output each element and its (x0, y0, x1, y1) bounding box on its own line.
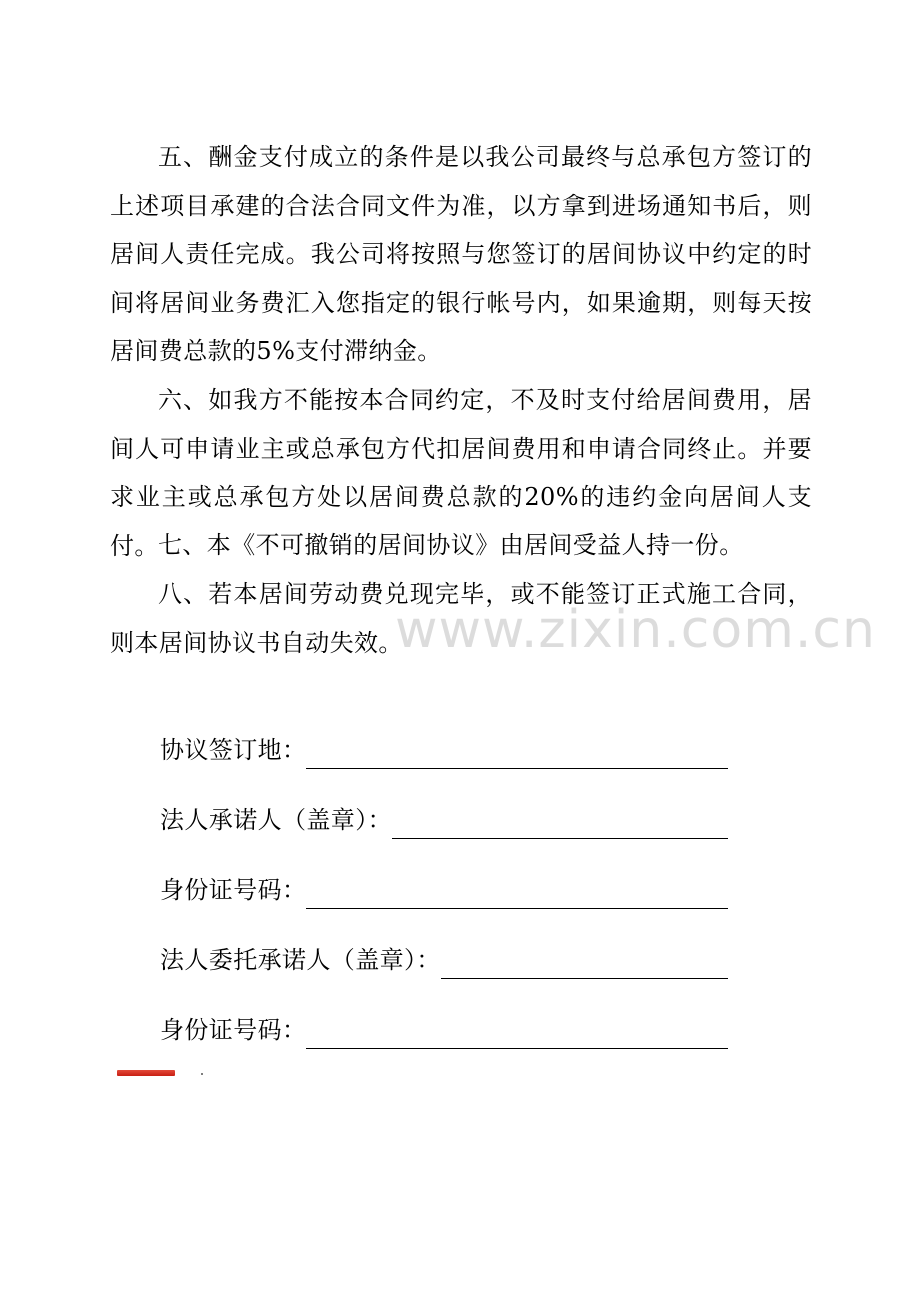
id-number-label-1: 身份证号码： (160, 876, 307, 904)
id-number-blank-line-2 (306, 1047, 728, 1049)
entrusted-person-row (160, 939, 728, 979)
signing-place-blank-line (306, 767, 728, 769)
id-number-row-1 (160, 869, 728, 909)
legal-person-row (160, 799, 728, 839)
clause-6-paragraph: 六、如我方不能按本合同约定，不及时支付给居间费用，居间人可申请业主或总承包方代扣居间费用和申请合同终止。并要求业主或总承包方处以居间费总款的20%的违约金向居间人支付。 (110, 386, 812, 560)
entrusted-person-blank-line (441, 977, 728, 979)
signing-place-row (160, 729, 728, 769)
small-dot-mark (201, 1073, 203, 1075)
id-number-blank-line-1 (306, 907, 728, 909)
clause-8-paragraph: 八、若本居间劳动费兑现完毕，或不能签订正式施工合同，则本居间协议书自动失效。 (110, 580, 812, 657)
entrusted-person-label: 法人委托承诺人（盖章）： (160, 946, 441, 974)
clause-7-paragraph: 七、本《不可撤销的居间协议》由居间受益人持一份。 (158, 531, 744, 559)
signing-place-label: 协议签订地： (160, 736, 307, 764)
red-stamp-mark (117, 1070, 175, 1076)
id-number-label-2: 身份证号码： (160, 1016, 307, 1044)
id-number-row-2 (160, 1009, 728, 1049)
site-watermark: www.zixin.com.cn (395, 600, 876, 660)
clause-5-paragraph: 五、酬金支付成立的条件是以我公司最终与总承包方签订的上述项目承建的合法合同文件为准，以方拿到进场通知书后，则居间人责任完成。我公司将按照与您签订的居间协议中约定的时间将居间业务费汇入您指定的银行帐号内，如果逾期，则每天按居间费总款的5%支付滞纳金。 (110, 143, 812, 365)
legal-person-label: 法人承诺人（盖章）： (160, 806, 392, 834)
legal-person-blank-line (392, 837, 728, 839)
